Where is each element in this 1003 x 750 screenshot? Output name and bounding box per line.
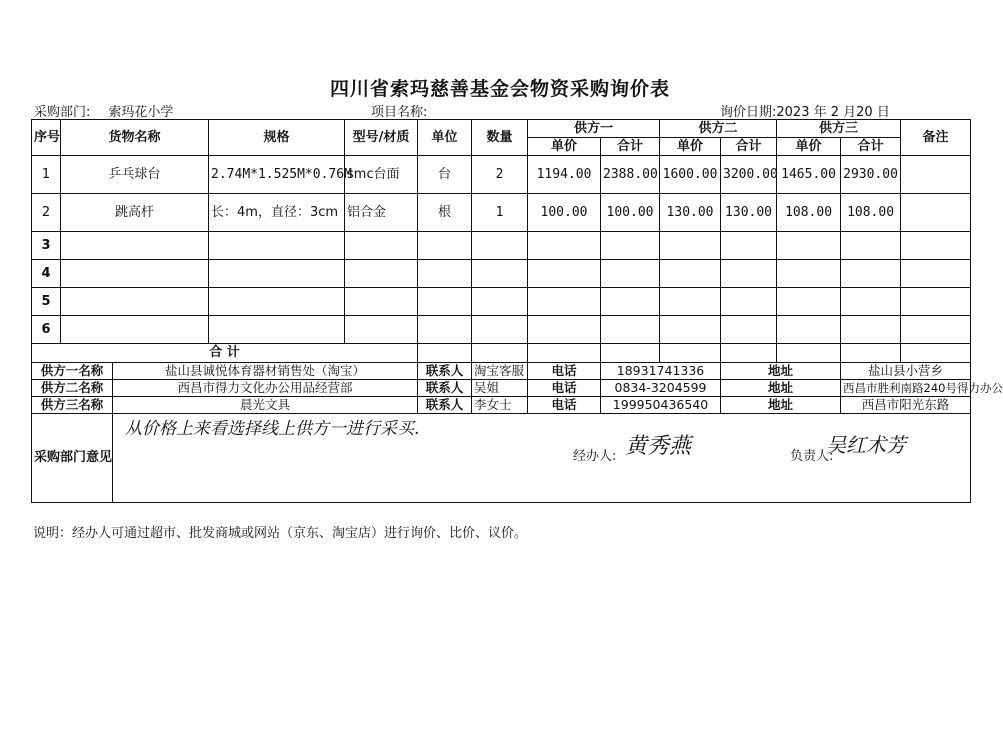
date-value: 2023 年 2 月20 日 <box>776 105 890 120</box>
supplier-info-row <box>32 380 971 397</box>
opinion-area <box>113 414 971 503</box>
row-price-1: 100.00 <box>528 194 601 232</box>
address-label: 地址 <box>721 380 841 397</box>
sub-total-1: 合计 <box>601 138 660 156</box>
supplier-info-row <box>32 363 971 380</box>
table-row <box>32 288 971 316</box>
sub-price-1: 单价 <box>528 138 601 156</box>
row-unit: 根 <box>418 194 472 232</box>
row-total-3: 108.00 <box>841 194 901 232</box>
col-no: 序号 <box>32 120 61 156</box>
sum-row <box>32 344 971 363</box>
row-no: 5 <box>32 288 61 316</box>
table-row <box>32 232 971 260</box>
row-price-1: 1194.00 <box>528 156 601 194</box>
table-row <box>32 316 971 344</box>
contact-label: 联系人 <box>418 397 472 414</box>
row-price-3: 1465.00 <box>777 156 841 194</box>
row-spec: 长：4m，直径：3cm <box>209 194 345 232</box>
phone-label: 电话 <box>528 380 601 397</box>
row-total-2: 3200.00 <box>721 156 777 194</box>
supplier-label: 供方一名称 <box>32 363 113 380</box>
address-label: 地址 <box>721 363 841 380</box>
contact-value: 淘宝客服 <box>472 363 528 380</box>
phone-value: 199950436540 <box>601 397 721 414</box>
form-title: 四川省索玛慈善基金会物资采购询价表 <box>329 78 670 100</box>
contact-value: 李女士 <box>472 397 528 414</box>
table-row <box>32 156 971 194</box>
opinion-text: 从价格上来看选择线上供方一进行采买. <box>125 419 420 439</box>
contact-value: 吴姐 <box>472 380 528 397</box>
dept-value: 索玛花小学 <box>108 105 174 120</box>
col-qty: 数量 <box>472 120 528 156</box>
dept-label: 采购部门: <box>34 105 91 120</box>
owner-signature: 吴红术芳 <box>826 433 906 457</box>
sub-total-3: 合计 <box>841 138 901 156</box>
sub-total-2: 合计 <box>721 138 777 156</box>
row-no: 2 <box>32 194 61 232</box>
address-value: 盐山县小营乡 <box>841 363 971 380</box>
address-label: 地址 <box>721 397 841 414</box>
owner-label: 负责人: <box>790 449 834 464</box>
phone-label: 电话 <box>528 397 601 414</box>
row-model: 铝合金 <box>345 194 418 232</box>
project-label: 项目名称: <box>371 105 428 120</box>
table-row <box>32 194 971 232</box>
row-no: 4 <box>32 260 61 288</box>
handler-signature: 黄秀燕 <box>625 434 692 459</box>
date-label: 询价日期: <box>720 105 777 120</box>
row-goods: 跳高杆 <box>61 194 209 232</box>
row-model: smc台面 <box>345 156 418 194</box>
row-qty: 2 <box>472 156 528 194</box>
inquiry-table <box>31 119 1003 503</box>
row-no: 6 <box>32 316 61 344</box>
row-spec: 2.74M*1.525M*0.76M <box>209 156 345 194</box>
supplier-label: 供方三名称 <box>32 397 113 414</box>
row-total-3: 2930.00 <box>841 156 901 194</box>
contact-label: 联系人 <box>418 380 472 397</box>
col-remark: 备注 <box>901 120 971 156</box>
col-unit: 单位 <box>418 120 472 156</box>
address-value: 西昌市阳光东路 <box>841 397 971 414</box>
date-field <box>720 101 890 120</box>
footnote: 说明：经办人可通过超市、批发商城或网站（京东、淘宝店）进行询价、比价、议价。 <box>33 526 528 541</box>
table-row <box>32 260 971 288</box>
row-no: 3 <box>32 232 61 260</box>
phone-value: 0834-3204599 <box>601 380 721 397</box>
supplier-info-row <box>32 397 971 414</box>
col-spec: 规格 <box>209 120 345 156</box>
row-price-3: 108.00 <box>777 194 841 232</box>
row-price-2: 1600.00 <box>660 156 721 194</box>
row-total-1: 2388.00 <box>601 156 660 194</box>
phone-value: 18931741336 <box>601 363 721 380</box>
handler-label: 经办人: <box>573 449 617 464</box>
row-qty: 1 <box>472 194 528 232</box>
address-value: 西昌市胜利南路240号得力办公 <box>841 380 971 397</box>
sub-price-3: 单价 <box>777 138 841 156</box>
row-price-2: 130.00 <box>660 194 721 232</box>
col-model: 型号/材质 <box>345 120 418 156</box>
supplier-name: 西昌市得力文化办公用品经营部 <box>113 380 418 397</box>
col-supplier-2: 供方二 <box>660 120 777 138</box>
col-supplier-3: 供方三 <box>777 120 901 138</box>
contact-label: 联系人 <box>418 363 472 380</box>
row-no: 1 <box>32 156 61 194</box>
row-total-1: 100.00 <box>601 194 660 232</box>
opinion-row <box>32 414 971 503</box>
dept-field <box>34 101 173 120</box>
row-goods: 乒乓球台 <box>61 156 209 194</box>
col-supplier-1: 供方一 <box>528 120 660 138</box>
row-remark <box>901 156 971 194</box>
row-unit: 台 <box>418 156 472 194</box>
project-field <box>371 101 427 120</box>
supplier-label: 供方二名称 <box>32 380 113 397</box>
sum-label: 合 计 <box>32 344 418 363</box>
phone-label: 电话 <box>528 363 601 380</box>
col-goods: 货物名称 <box>61 120 209 156</box>
supplier-name: 晨光文具 <box>113 397 418 414</box>
row-remark <box>901 194 971 232</box>
row-total-2: 130.00 <box>721 194 777 232</box>
header-row <box>32 120 971 138</box>
opinion-label: 采购部门意见 <box>32 414 113 503</box>
supplier-name: 盐山县诚悦体育器材销售处（淘宝） <box>113 363 418 380</box>
sub-price-2: 单价 <box>660 138 721 156</box>
